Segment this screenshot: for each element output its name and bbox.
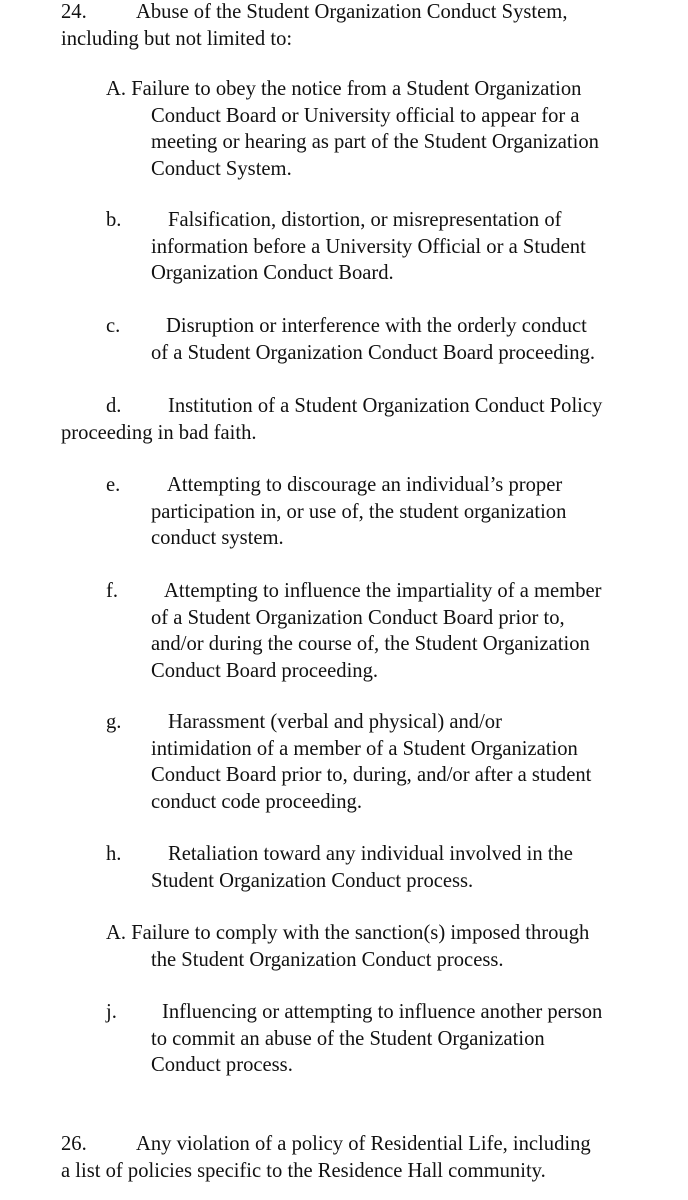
list-item <box>106 841 573 894</box>
item-text-line: Failure to obey the notice from a Student Organization <box>131 78 582 100</box>
item-text-line: Conduct Board prior to, during, and/or after a student <box>151 764 592 786</box>
list-item <box>106 999 602 1079</box>
item-label: A. <box>106 922 127 944</box>
item-text-line: Influencing or attempting to influence another person <box>162 1001 603 1023</box>
item-text-line: and/or during the course of, the Student Organization <box>151 633 590 655</box>
item-text-line: Organization Conduct Board. <box>151 262 394 284</box>
item-text-line: Attempting to discourage an individual’s proper <box>167 474 563 496</box>
section-heading-line: Abuse of the Student Organization Conduct System, <box>136 1 568 23</box>
item-text-line: Institution of a Student Organization Conduct Policy <box>168 395 603 417</box>
section-number: 26. <box>61 1133 87 1155</box>
item-text-line: Disruption or interference with the orderly conduct <box>166 315 587 337</box>
list-item <box>106 207 586 287</box>
item-label: j. <box>106 1001 117 1023</box>
item-text-line: participation in, or use of, the student organization <box>151 500 567 523</box>
item-text-line: information before a University Official or a Student <box>151 235 586 258</box>
list-item <box>106 76 599 182</box>
item-text-line: Retaliation toward any individual involved in the <box>168 843 573 865</box>
item-text-line: proceeding in bad faith. <box>61 421 257 444</box>
item-text-line: Student Organization Conduct process. <box>151 869 474 892</box>
section-26 <box>61 1131 591 1184</box>
item-text-line: Harassment (verbal and physical) and/or <box>168 711 502 733</box>
item-label: h. <box>106 843 122 865</box>
item-label: e. <box>106 474 121 496</box>
item-text-line: Conduct process. <box>151 1054 293 1076</box>
list-item <box>106 313 595 366</box>
item-text-line: meeting or hearing as part of the Student Organization <box>151 131 599 153</box>
item-text-line: Conduct System. <box>151 157 292 180</box>
item-label: c. <box>106 315 121 337</box>
item-label: b. <box>106 209 122 231</box>
list-item <box>106 709 591 815</box>
section-heading-line: Any violation of a policy of Residential Life, including <box>136 1133 591 1155</box>
list-item <box>106 578 602 684</box>
item-text-line: conduct code proceeding. <box>151 790 362 813</box>
item-text-line: Conduct Board proceeding. <box>151 659 379 682</box>
section-heading-line: including but not limited to: <box>61 27 293 50</box>
section-heading-line: a list of policies specific to the Residence Hall community. <box>61 1159 546 1182</box>
item-text-line: intimidation of a member of a Student Organization <box>151 737 578 760</box>
item-label: A. <box>106 78 127 100</box>
item-text-line: of a Student Organization Conduct Board proceeding. <box>151 341 595 364</box>
section-number: 24. <box>61 1 87 23</box>
item-text-line: Falsification, distortion, or misrepresentation of <box>168 209 562 231</box>
list-item <box>106 920 589 973</box>
item-text-line: conduct system. <box>151 527 284 549</box>
item-text-line: of a Student Organization Conduct Board prior to, <box>151 606 565 629</box>
item-label: g. <box>106 711 122 733</box>
item-text-line: Failure to comply with the sanction(s) imposed through <box>131 922 590 944</box>
item-text-line: Conduct Board or University official to appear for a <box>151 104 580 127</box>
item-text-line: the Student Organization Conduct process. <box>151 948 504 971</box>
list-item <box>61 393 602 446</box>
item-label: d. <box>106 395 122 417</box>
section-24 <box>61 0 567 52</box>
item-label: f. <box>106 580 119 602</box>
item-text-line: Attempting to influence the impartiality of a member <box>164 580 602 602</box>
item-text-line: to commit an abuse of the Student Organization <box>151 1027 545 1050</box>
list-item <box>106 472 566 552</box>
